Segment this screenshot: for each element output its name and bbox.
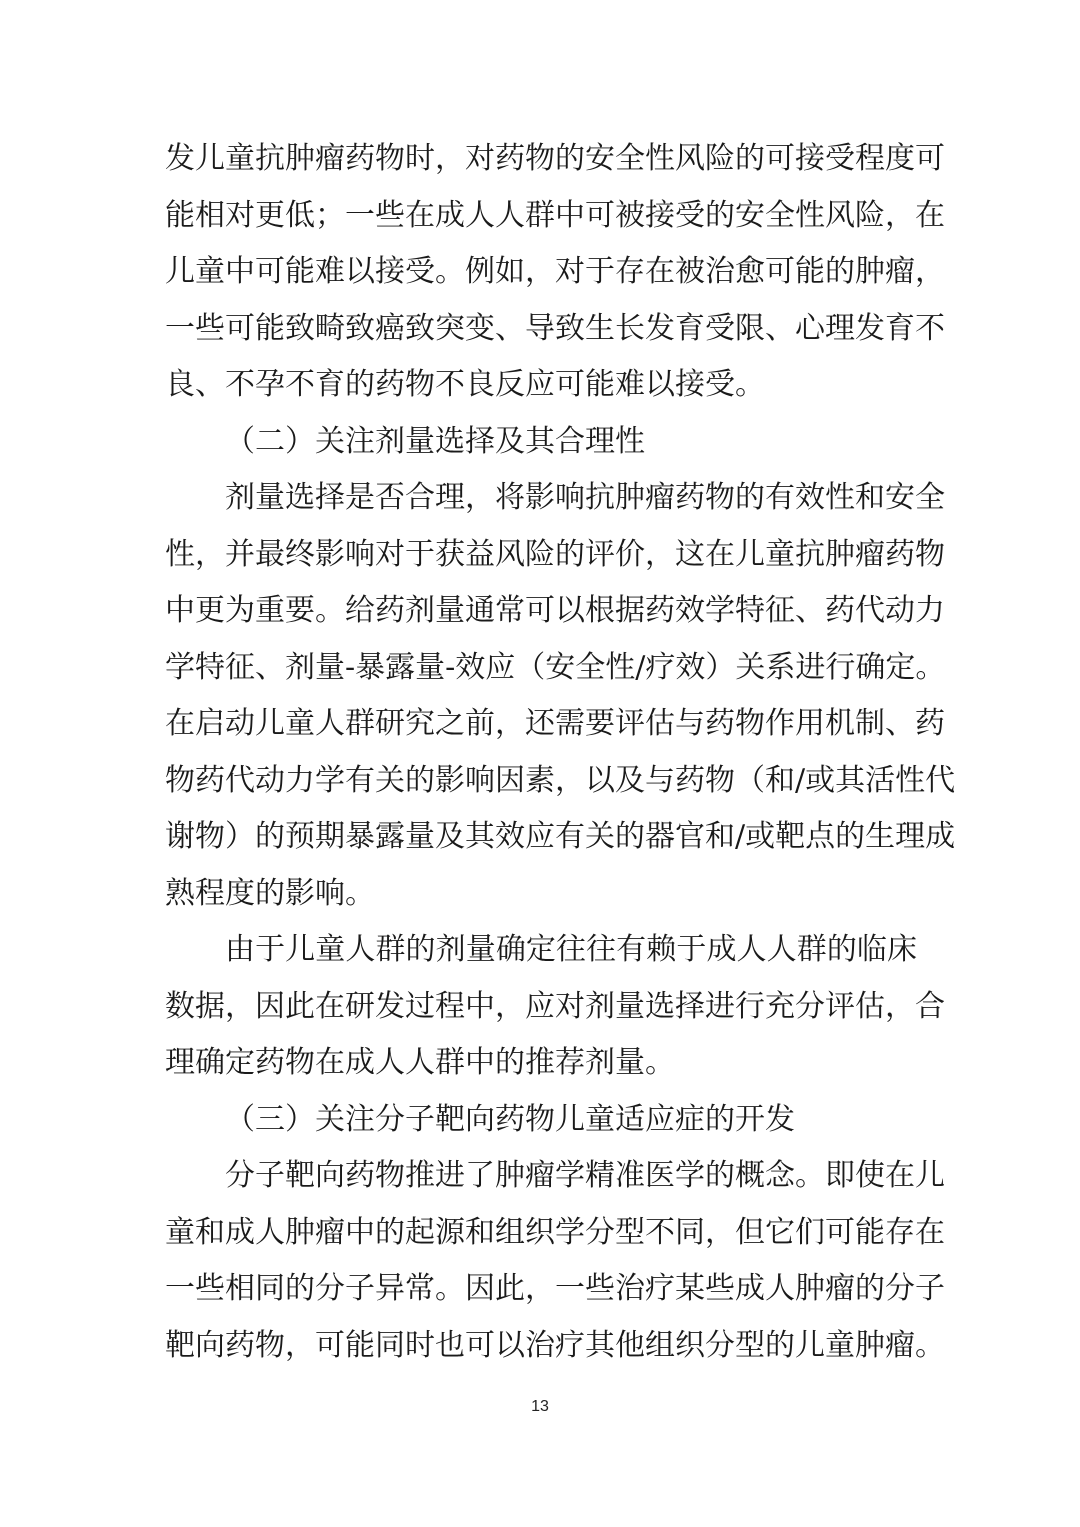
text-line: 物药代动力学有关的影响因素，以及与药物（和/或其活性代	[165, 762, 956, 798]
text-line: 剂量选择是否合理，将影响抗肿瘤药物的有效性和安全	[225, 480, 945, 515]
text-line: 靶向药物，可能同时也可以治疗其他组织分型的儿童肿瘤。	[165, 1327, 945, 1363]
text-line: 一些相同的分子异常。因此，一些治疗某些成人肿瘤的分子	[165, 1271, 945, 1306]
text-line: 数据，因此在研发过程中，应对剂量选择进行充分评估，合	[165, 988, 945, 1024]
text-line: 能相对更低；一些在成人人群中可被接受的安全性风险，在	[165, 197, 945, 233]
text-line: 童和成人肿瘤中的起源和组织学分型不同，但它们可能存在	[165, 1214, 945, 1250]
section-heading: （三）关注分子靶向药物儿童适应症的开发	[225, 1101, 795, 1137]
page-number: 13	[531, 1398, 549, 1415]
text-line: 良、不孕不育的药物不良反应可能难以接受。	[165, 367, 765, 402]
text-line: 谢物）的预期暴露量及其效应有关的器官和/或靶点的生理成	[165, 819, 956, 854]
text-line: 一些可能致畸致癌致突变、导致生长发育受限、心理发育不	[165, 310, 945, 346]
text-line: 在启动儿童人群研究之前，还需要评估与药物作用机制、药	[165, 706, 945, 741]
text-line: 学特征、剂量-暴露量-效应（安全性/疗效）关系进行确定。	[165, 649, 946, 685]
text-line: 儿童中可能难以接受。例如，对于存在被治愈可能的肿瘤，	[165, 254, 945, 289]
text-line: 由于儿童人群的剂量确定往往有赖于成人人群的临床	[225, 932, 917, 967]
text-line: 熟程度的影响。	[165, 875, 375, 911]
section-heading: （二）关注剂量选择及其合理性	[225, 423, 645, 459]
text-line: 中更为重要。给药剂量通常可以根据药效学特征、药代动力	[165, 593, 945, 628]
text-line: 分子靶向药物推进了肿瘤学精准医学的概念。即使在儿	[225, 1158, 945, 1193]
text-line: 发儿童抗肿瘤药物时，对药物的安全性风险的可接受程度可	[165, 141, 945, 176]
body-text	[165, 131, 956, 1374]
text-line: 理确定药物在成人人群中的推荐剂量。	[165, 1045, 675, 1080]
text-line: 性，并最终影响对于获益风险的评价，这在儿童抗肿瘤药物	[165, 536, 945, 572]
